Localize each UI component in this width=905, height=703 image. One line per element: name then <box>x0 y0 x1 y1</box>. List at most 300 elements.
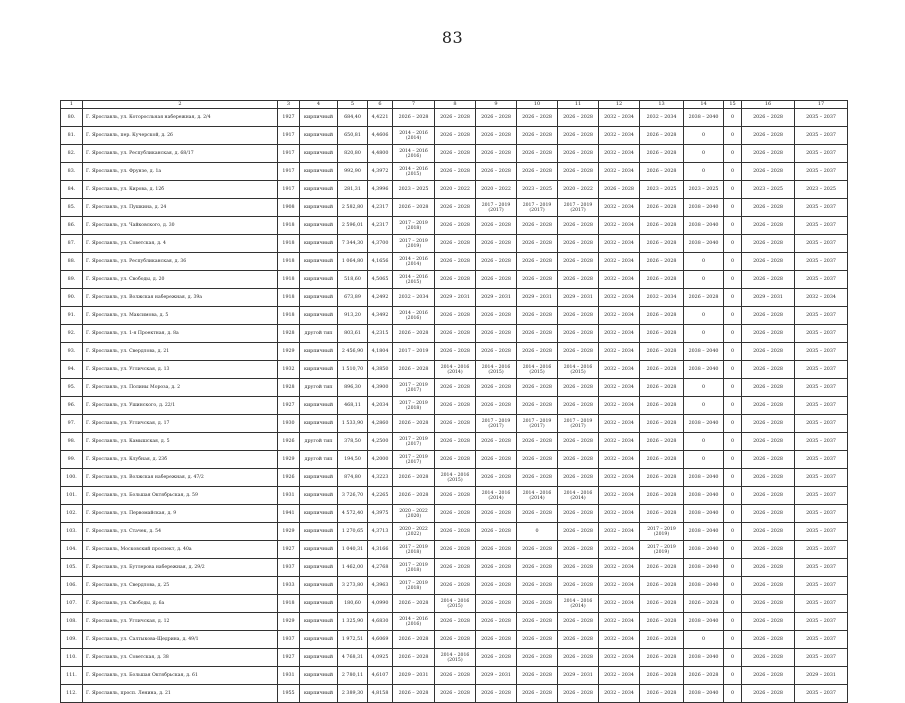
table-cell: 2026 – 2028 <box>476 541 517 559</box>
table-cell: 0 <box>724 325 742 343</box>
table-cell: кирпичный <box>300 613 338 631</box>
table-cell: 2026 – 2028 <box>476 163 517 181</box>
table-cell: 2026 – 2028 <box>558 685 599 703</box>
table-cell: 2026 – 2028 <box>640 127 684 145</box>
table-cell: 2035 – 2037 <box>795 433 848 451</box>
table-cell: 2017 – 2019 (2017) <box>393 451 435 469</box>
table-cell: 4,3996 <box>368 181 393 199</box>
table-row <box>61 559 848 577</box>
table-cell: 0 <box>724 199 742 217</box>
table-cell: 81. <box>61 127 83 145</box>
table-cell: 2026 – 2028 <box>393 109 435 127</box>
table-cell: 2014 – 2016 (2014) <box>435 361 476 379</box>
table-cell: кирпичный <box>300 289 338 307</box>
table-cell: 2026 – 2028 <box>558 523 599 541</box>
table-cell: 0 <box>724 541 742 559</box>
table-cell: 0 <box>684 271 724 289</box>
table-cell: 2026 – 2028 <box>640 505 684 523</box>
table-cell: 2035 – 2037 <box>795 487 848 505</box>
table-cell: 2035 – 2037 <box>795 559 848 577</box>
table-cell: 4,3850 <box>368 361 393 379</box>
address-cell: Г. Ярославль, просп. Ленина, д. 21 <box>83 685 278 703</box>
table-cell: 1928 <box>278 379 300 397</box>
table-row <box>61 271 848 289</box>
table-cell: 180,60 <box>338 595 368 613</box>
table-cell: 2026 – 2028 <box>640 325 684 343</box>
table-cell: 2026 – 2028 <box>742 163 795 181</box>
table-row <box>61 343 848 361</box>
table-cell: 1933 <box>278 577 300 595</box>
address-cell: Г. Ярославль, Московский проспект, д. 40а <box>83 541 278 559</box>
table-cell: 0 <box>724 451 742 469</box>
table-cell: 1918 <box>278 289 300 307</box>
table-cell: 2026 – 2028 <box>742 253 795 271</box>
table-cell: 2014 – 2016 (2014) <box>558 595 599 613</box>
table-cell: 2038 – 2040 <box>684 109 724 127</box>
table-cell: 0 <box>684 631 724 649</box>
table-cell: 2032 – 2034 <box>393 289 435 307</box>
address-cell: Г. Ярославль, ул. Которосльная набережная, д. 2/4 <box>83 109 278 127</box>
table-cell: 2026 – 2028 <box>435 541 476 559</box>
table-cell: 0 <box>684 451 724 469</box>
column-header: 8 <box>435 101 476 109</box>
table-cell: 2026 – 2028 <box>435 631 476 649</box>
table-cell: 1937 <box>278 559 300 577</box>
table-cell: 4,3975 <box>368 505 393 523</box>
table-cell: 4,1656 <box>368 253 393 271</box>
table-row <box>61 577 848 595</box>
table-header <box>61 101 848 109</box>
table-cell: 95. <box>61 379 83 397</box>
table-cell: кирпичный <box>300 253 338 271</box>
table-cell: 2026 – 2028 <box>476 145 517 163</box>
table-cell: 2023 – 2025 <box>742 181 795 199</box>
table-row <box>61 505 848 523</box>
address-cell: Г. Ярославль, ул. Волжская набережная, д. 47/2 <box>83 469 278 487</box>
table-cell: 2026 – 2028 <box>640 577 684 595</box>
column-header: 3 <box>278 101 300 109</box>
table-row <box>61 163 848 181</box>
table-cell: 2032 – 2034 <box>640 289 684 307</box>
table-cell: 2026 – 2028 <box>435 217 476 235</box>
address-cell: Г. Ярославль, ул. 1-я Проектная, д. 8а <box>83 325 278 343</box>
table-cell: 2026 – 2028 <box>558 469 599 487</box>
table-cell: 4,2317 <box>368 199 393 217</box>
table-cell: 4,3492 <box>368 307 393 325</box>
table-cell: кирпичный <box>300 199 338 217</box>
table-cell: 97. <box>61 415 83 433</box>
table-cell: 2017 – 2019 (2019) <box>640 523 684 541</box>
table-cell: 2035 – 2037 <box>795 613 848 631</box>
table-cell: 2026 – 2028 <box>435 487 476 505</box>
table-cell: 2038 – 2040 <box>684 415 724 433</box>
table-cell: 2026 – 2028 <box>742 469 795 487</box>
table-cell: 2017 – 2019 (2018) <box>393 541 435 559</box>
table-cell: 2026 – 2028 <box>435 451 476 469</box>
table-cell: 2026 – 2028 <box>640 271 684 289</box>
table-cell: 2026 – 2028 <box>742 487 795 505</box>
table-cell: 2038 – 2040 <box>684 523 724 541</box>
table-cell: 2035 – 2037 <box>795 523 848 541</box>
table-row <box>61 217 848 235</box>
table-cell: 2032 – 2034 <box>640 109 684 127</box>
table-cell: 2026 – 2028 <box>640 415 684 433</box>
table-row <box>61 613 848 631</box>
table-cell: 110. <box>61 649 83 667</box>
table-cell: 2026 – 2028 <box>435 145 476 163</box>
table-cell: 2026 – 2028 <box>435 235 476 253</box>
table-row <box>61 235 848 253</box>
table-cell: 0 <box>724 145 742 163</box>
table-cell: 803,61 <box>338 325 368 343</box>
table-cell: 2023 – 2025 <box>795 181 848 199</box>
table-body <box>61 109 848 703</box>
table-cell: 2029 – 2031 <box>742 289 795 307</box>
table-row <box>61 649 848 667</box>
table-cell: 1918 <box>278 253 300 271</box>
table-cell: 2026 – 2028 <box>640 595 684 613</box>
table-cell: 2026 – 2028 <box>742 415 795 433</box>
table-cell: 1918 <box>278 307 300 325</box>
table-cell: 2035 – 2037 <box>795 343 848 361</box>
table-row <box>61 145 848 163</box>
table-cell: 2026 – 2028 <box>558 325 599 343</box>
table-cell: 2035 – 2037 <box>795 145 848 163</box>
table-cell: 2014 – 2016 (2015) <box>435 649 476 667</box>
table-cell: 2026 – 2028 <box>476 523 517 541</box>
table-cell: 2026 – 2028 <box>517 631 558 649</box>
table-cell: 1929 <box>278 451 300 469</box>
table-cell: 93. <box>61 343 83 361</box>
table-cell: 2026 – 2028 <box>742 217 795 235</box>
table-cell: 1918 <box>278 217 300 235</box>
table-row <box>61 379 848 397</box>
table-cell: 2014 – 2016 (2015) <box>435 469 476 487</box>
column-header: 14 <box>684 101 724 109</box>
table-cell: 2026 – 2028 <box>476 325 517 343</box>
table-cell: 105. <box>61 559 83 577</box>
table-cell: 2032 – 2034 <box>599 595 640 613</box>
address-cell: Г. Ярославль, ул. Камышская, д. 5 <box>83 433 278 451</box>
table-cell: кирпичный <box>300 541 338 559</box>
table-cell: 2026 – 2028 <box>476 451 517 469</box>
table-cell: 2 389,30 <box>338 685 368 703</box>
table-cell: 1929 <box>278 343 300 361</box>
table-cell: 2026 – 2028 <box>742 433 795 451</box>
table-cell: 2014 – 2016 (2016) <box>393 613 435 631</box>
table-cell: 2032 – 2034 <box>599 163 640 181</box>
table-cell: 2026 – 2028 <box>558 505 599 523</box>
table-cell: 2026 – 2028 <box>558 109 599 127</box>
address-cell: Г. Ярославль, ул. Первомайская, д. 9 <box>83 505 278 523</box>
table-cell: 1926 <box>278 433 300 451</box>
table-cell: 4,4606 <box>368 127 393 145</box>
table-cell: 2026 – 2028 <box>517 109 558 127</box>
table-row <box>61 685 848 703</box>
table-cell: 2026 – 2028 <box>435 613 476 631</box>
table-cell: 0 <box>724 127 742 145</box>
table-cell: 2026 – 2028 <box>558 235 599 253</box>
table-cell: 2032 – 2034 <box>599 487 640 505</box>
table-cell: другой тип <box>300 379 338 397</box>
table-cell: 4,3713 <box>368 523 393 541</box>
table-cell: 4,4221 <box>368 109 393 127</box>
table-cell: 4,6069 <box>368 631 393 649</box>
table-cell: 2026 – 2028 <box>640 631 684 649</box>
table-cell: 1930 <box>278 415 300 433</box>
table-cell: 2032 – 2034 <box>599 469 640 487</box>
table-cell: 111. <box>61 667 83 685</box>
table-cell: 518,60 <box>338 271 368 289</box>
table-cell: 2026 – 2028 <box>742 109 795 127</box>
table-row <box>61 199 848 217</box>
table-cell: 109. <box>61 631 83 649</box>
table-cell: 2026 – 2028 <box>640 253 684 271</box>
table-cell: 2020 – 2022 <box>476 181 517 199</box>
table-cell: 89. <box>61 271 83 289</box>
table-cell: 4,2000 <box>368 451 393 469</box>
table-cell: 1955 <box>278 685 300 703</box>
table-cell: 2014 – 2016 (2015) <box>393 271 435 289</box>
table-cell: 0 <box>724 181 742 199</box>
table-cell: 2020 – 2022 (2022) <box>393 523 435 541</box>
table-cell: 1932 <box>278 361 300 379</box>
table-cell: 80. <box>61 109 83 127</box>
table-cell: 468,11 <box>338 397 368 415</box>
table-cell: 2014 – 2016 (2014) <box>393 127 435 145</box>
table-cell: 2038 – 2040 <box>684 361 724 379</box>
table-cell: 4,3900 <box>368 379 393 397</box>
table-cell: 2026 – 2028 <box>476 469 517 487</box>
table-cell: 1927 <box>278 397 300 415</box>
table-cell: 2032 – 2034 <box>599 613 640 631</box>
table-cell: 378,50 <box>338 433 368 451</box>
table-cell: 2026 – 2028 <box>742 685 795 703</box>
table-cell: 2026 – 2028 <box>742 307 795 325</box>
table-cell: 2026 – 2028 <box>742 199 795 217</box>
table-cell: 1917 <box>278 127 300 145</box>
table-cell: 2032 – 2034 <box>599 631 640 649</box>
table-cell: 2026 – 2028 <box>517 577 558 595</box>
table-cell: 2032 – 2034 <box>795 289 848 307</box>
table-cell: кирпичный <box>300 415 338 433</box>
table-cell: 2026 – 2028 <box>558 451 599 469</box>
table-cell: 2017 – 2019 (2018) <box>393 217 435 235</box>
table-cell: 2026 – 2028 <box>517 649 558 667</box>
table-cell: 4,3223 <box>368 469 393 487</box>
table-cell: 2026 – 2028 <box>393 487 435 505</box>
table-cell: 4 768,31 <box>338 649 368 667</box>
table-cell: 2023 – 2025 <box>517 181 558 199</box>
table-cell: 2032 – 2034 <box>599 199 640 217</box>
table-cell: 2017 – 2019 (2018) <box>393 397 435 415</box>
table-cell: 0 <box>724 487 742 505</box>
table-cell: 2035 – 2037 <box>795 199 848 217</box>
table-cell: 0 <box>684 379 724 397</box>
table-cell: 2014 – 2016 (2014) <box>393 253 435 271</box>
page-number: 83 <box>441 28 464 47</box>
table-cell: 2026 – 2028 <box>558 397 599 415</box>
table-cell: 2026 – 2028 <box>476 217 517 235</box>
table-cell: 2026 – 2028 <box>742 145 795 163</box>
table-cell: 2026 – 2028 <box>517 217 558 235</box>
table-cell: 2038 – 2040 <box>684 235 724 253</box>
table-cell: 2026 – 2028 <box>742 559 795 577</box>
table-cell: 2026 – 2028 <box>517 127 558 145</box>
table-cell: 2026 – 2028 <box>640 199 684 217</box>
table-cell: 2026 – 2028 <box>558 613 599 631</box>
table-cell: 2026 – 2028 <box>476 109 517 127</box>
table-cell: 4,4800 <box>368 145 393 163</box>
table-cell: 2026 – 2028 <box>476 631 517 649</box>
table-cell: 2026 – 2028 <box>517 595 558 613</box>
table-row <box>61 469 848 487</box>
table-cell: 913,20 <box>338 307 368 325</box>
table-row <box>61 127 848 145</box>
address-cell: Г. Ярославль, ул. Волжская набережная, д. 39а <box>83 289 278 307</box>
table-cell: 2032 – 2034 <box>599 307 640 325</box>
table-cell: 2026 – 2028 <box>476 307 517 325</box>
address-cell: Г. Ярославль, ул. Республиканская, д. 36 <box>83 253 278 271</box>
table-cell: 2032 – 2034 <box>599 559 640 577</box>
table-cell: 1918 <box>278 271 300 289</box>
table-cell: 2038 – 2040 <box>684 685 724 703</box>
column-header: 15 <box>724 101 742 109</box>
table-cell: кирпичный <box>300 145 338 163</box>
table-cell: 2023 – 2025 <box>393 181 435 199</box>
table-cell: 1931 <box>278 487 300 505</box>
table-cell: 112. <box>61 685 83 703</box>
table-cell: кирпичный <box>300 343 338 361</box>
table-cell: 4,2768 <box>368 559 393 577</box>
table-cell: 2035 – 2037 <box>795 379 848 397</box>
table-cell: 2 780,11 <box>338 667 368 685</box>
table-cell: 2026 – 2028 <box>435 253 476 271</box>
table-cell: 83. <box>61 163 83 181</box>
table-cell: 2026 – 2028 <box>742 649 795 667</box>
address-cell: Г. Ярославль, ул. Угличская, д. 17 <box>83 415 278 433</box>
table-cell: 2026 – 2028 <box>517 235 558 253</box>
table-cell: 2032 – 2034 <box>599 343 640 361</box>
column-header: 16 <box>742 101 795 109</box>
table-row <box>61 325 848 343</box>
table-cell: 2026 – 2028 <box>558 343 599 361</box>
housing-repair-table-container <box>60 100 847 703</box>
table-cell: 4,6107 <box>368 667 393 685</box>
table-cell: другой тип <box>300 325 338 343</box>
table-cell: 2017 – 2019 (2017) <box>558 199 599 217</box>
table-cell: 2014 – 2016 (2015) <box>517 361 558 379</box>
table-cell: 2032 – 2034 <box>599 145 640 163</box>
address-cell: Г. Ярославль, ул. Угличская, д. 12 <box>83 613 278 631</box>
table-cell: 281,31 <box>338 181 368 199</box>
table-cell: кирпичный <box>300 559 338 577</box>
table-cell: 106. <box>61 577 83 595</box>
table-cell: 2035 – 2037 <box>795 307 848 325</box>
table-cell: 2026 – 2028 <box>435 559 476 577</box>
table-cell: кирпичный <box>300 469 338 487</box>
table-cell: 0 <box>724 469 742 487</box>
table-cell: 2 582,80 <box>338 199 368 217</box>
table-cell: 99. <box>61 451 83 469</box>
table-row <box>61 523 848 541</box>
table-cell: 2026 – 2028 <box>393 649 435 667</box>
table-cell: 102. <box>61 505 83 523</box>
table-cell: 104. <box>61 541 83 559</box>
table-cell: 2026 – 2028 <box>435 505 476 523</box>
table-cell: 108. <box>61 613 83 631</box>
table-cell: 2026 – 2028 <box>517 343 558 361</box>
table-cell: 87. <box>61 235 83 253</box>
table-cell: 2026 – 2028 <box>640 397 684 415</box>
table-cell: 2032 – 2034 <box>599 577 640 595</box>
table-row <box>61 451 848 469</box>
table-cell: 2026 – 2028 <box>742 127 795 145</box>
table-cell: 94. <box>61 361 83 379</box>
table-cell: кирпичный <box>300 595 338 613</box>
address-cell: Г. Ярославль, пер. Кучерской, д. 26 <box>83 127 278 145</box>
table-cell: кирпичный <box>300 523 338 541</box>
table-cell: 2026 – 2028 <box>476 343 517 361</box>
table-cell: 0 <box>724 307 742 325</box>
table-cell: 0 <box>684 127 724 145</box>
table-cell: 2023 – 2025 <box>684 181 724 199</box>
table-cell: 2017 – 2019 (2017) <box>476 415 517 433</box>
table-cell: 1 325,90 <box>338 613 368 631</box>
table-cell: 2026 – 2028 <box>517 397 558 415</box>
table-cell: 2014 – 2016 (2016) <box>393 307 435 325</box>
table-cell: 103. <box>61 523 83 541</box>
table-cell: 2035 – 2037 <box>795 505 848 523</box>
table-cell: 2026 – 2028 <box>435 685 476 703</box>
table-cell: 1929 <box>278 523 300 541</box>
table-cell: 2026 – 2028 <box>393 595 435 613</box>
table-cell: 2026 – 2028 <box>742 361 795 379</box>
table-cell: 2026 – 2028 <box>558 271 599 289</box>
table-cell: 2032 – 2034 <box>599 451 640 469</box>
table-cell: 2026 – 2028 <box>558 433 599 451</box>
table-cell: 2026 – 2028 <box>517 469 558 487</box>
table-cell: кирпичный <box>300 127 338 145</box>
table-cell: 4,2034 <box>368 397 393 415</box>
column-header: 7 <box>393 101 435 109</box>
table-cell: 2020 – 2022 <box>435 181 476 199</box>
table-cell: 0 <box>724 109 742 127</box>
address-cell: Г. Ярославль, ул. Бутлерова набережная, д. 29/2 <box>83 559 278 577</box>
table-cell: 1 972,51 <box>338 631 368 649</box>
address-cell: Г. Ярославль, ул. Ушинского, д. 22/1 <box>83 397 278 415</box>
table-cell: 2029 – 2031 <box>476 667 517 685</box>
table-cell: 0 <box>724 685 742 703</box>
table-cell: 2035 – 2037 <box>795 217 848 235</box>
table-cell: 2026 – 2028 <box>742 523 795 541</box>
table-cell: 1917 <box>278 145 300 163</box>
table-cell: другой тип <box>300 451 338 469</box>
address-cell: Г. Ярославль, ул. Стачек, д. 54 <box>83 523 278 541</box>
table-cell: 2026 – 2028 <box>435 307 476 325</box>
table-cell: 1 270,65 <box>338 523 368 541</box>
table-cell: 1918 <box>278 235 300 253</box>
table-cell: 2035 – 2037 <box>795 415 848 433</box>
table-row <box>61 595 848 613</box>
address-cell: Г. Ярославль, ул. Чайковского, д. 30 <box>83 217 278 235</box>
address-cell: Г. Ярославль, ул. Угличская, д. 13 <box>83 361 278 379</box>
table-cell: 2035 – 2037 <box>795 451 848 469</box>
table-cell: 2038 – 2040 <box>684 469 724 487</box>
table-cell: 2 596,01 <box>338 217 368 235</box>
table-cell: 673,89 <box>338 289 368 307</box>
table-cell: 1941 <box>278 505 300 523</box>
